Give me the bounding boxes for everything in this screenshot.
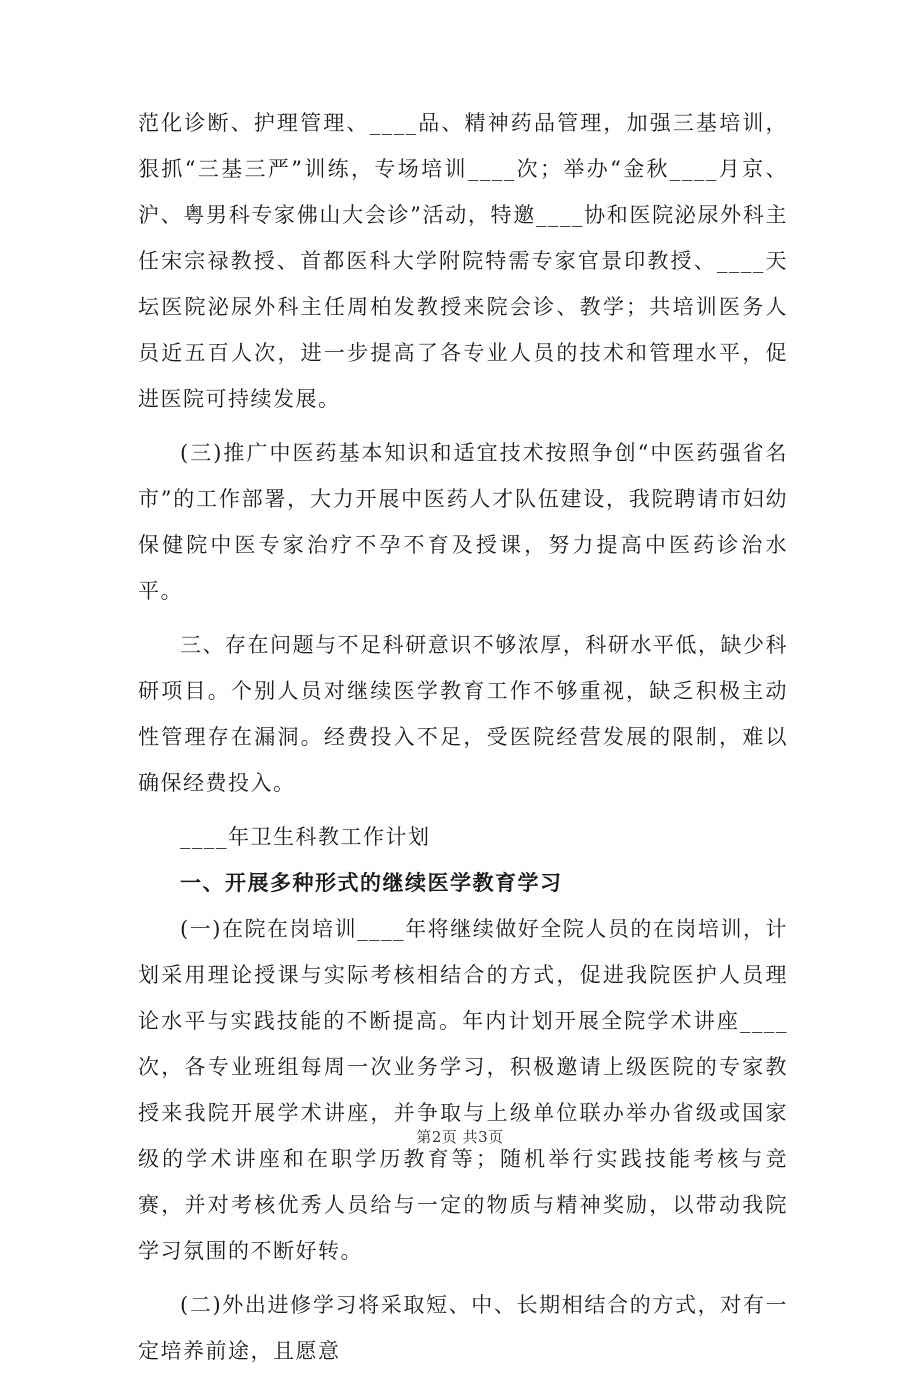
paragraph-external-study: (二)外出进修学习将采取短、中、长期相结合的方式，对有一定培养前途，且愿意 (138, 1293, 788, 1363)
paragraph-problems: 三、存在问题与不足科研意识不够浓厚，科研水平低，缺少科研项目。个别人员对继续医学教育工作不够重视，缺乏积极主动性管理存在漏洞。经费投入不足，受医院经营发展的限制，难以确保经费投入。 (138, 633, 788, 795)
document-body (138, 100, 788, 1374)
page-number-footer: 第2页 共3页 (416, 1128, 504, 1146)
paragraph-tcm-promotion: (三)推广中医药基本知识和适宜技术按照争创“中医药强省名市”的工作部署，大力开展中医药人才队伍建设，我院聘请市妇幼保健院中医专家治疗不孕不育及授课，努力提高中医药诊治水平。 (138, 441, 788, 603)
paragraph-onsite-training: (一)在院在岗培训____年将继续做好全院人员的在岗培训，计划采用理论授课与实际考核相结合的方式，促进我院医护人员理论水平与实践技能的不断提高。年内计划开展全院学术讲座____次，各专业班组每周一次业务学习，积极邀请上级医院的专家教授来我院开展学术讲座，并争取与上级单位联办举办省级或国家级的学术讲座和在职学历教育等；随机举行实践技能考核与竞赛，并对考核优秀人员给与一定的物质与精神奖励，以带动我院学习氛围的不断好转。 (138, 917, 788, 1263)
section-title-plan: ____年卫生科教工作计划 (180, 825, 431, 849)
paragraph-continuation: 范化诊断、护理管理、____品、精神药品管理，加强三基培训，狠抓“三基三严”训练，专场培训____次；举办“金秋____月京、沪、粤男科专家佛山大会诊”活动，特邀____协和医院泌尿外科主任宋宗禄教授、首都医科大学附院特需专家官景印教授、____天坛医院泌尿外科主任周柏发教授来院会诊、教学；共培训医务人员近五百人次，进一步提高了各专业人员的技术和管理水平，促进医院可持续发展。 (138, 111, 788, 411)
section-heading-education: 一、开展多种形式的继续医学教育学习 (180, 870, 563, 895)
